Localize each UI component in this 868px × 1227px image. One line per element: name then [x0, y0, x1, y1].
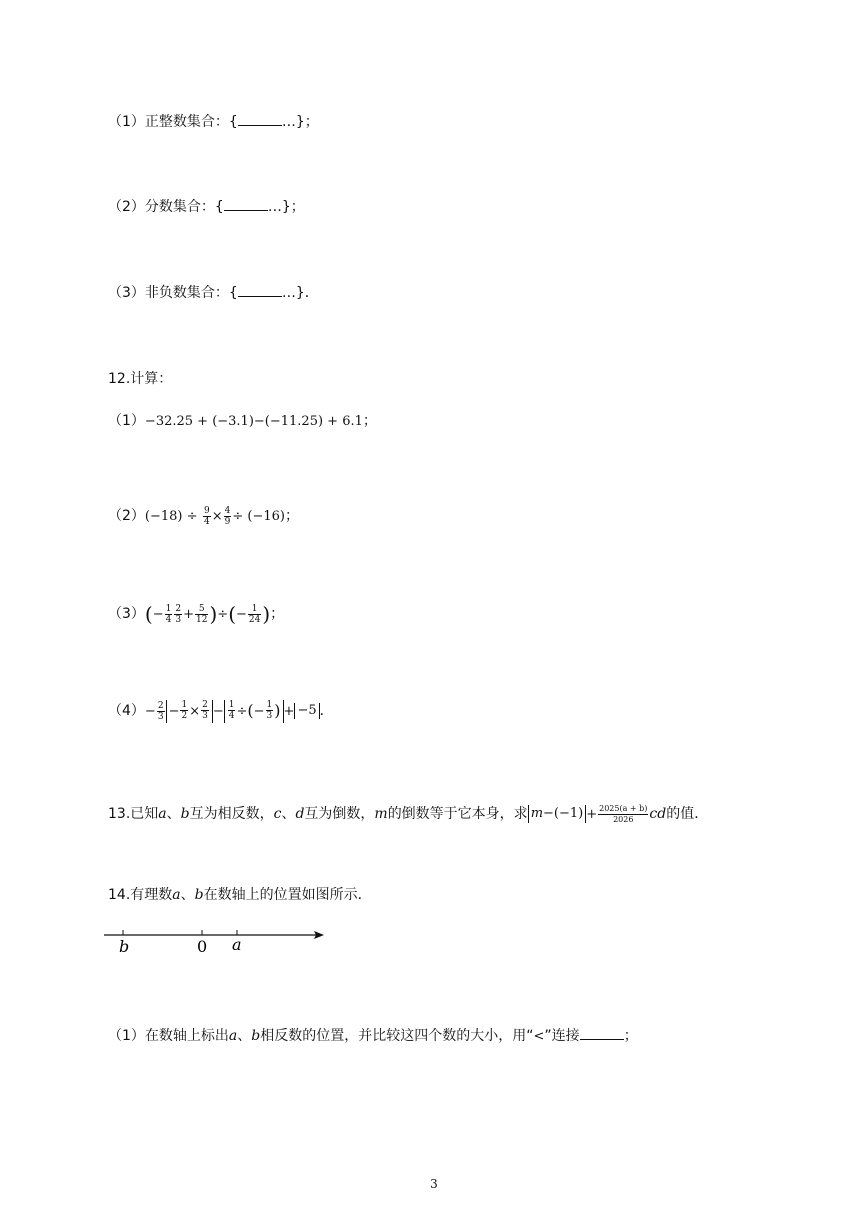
q11-sub2-label: （2）分数集合： — [108, 199, 215, 215]
q13-plus: + — [586, 807, 598, 822]
q11-sub3-ellipsis: … — [281, 285, 296, 301]
q11-sub1-label: （1）正整数集合： — [108, 114, 229, 130]
q12-p3-div: ÷ — [217, 607, 229, 622]
q11-sub2-ellipsis: … — [267, 199, 282, 215]
axis-label-zero: 0 — [197, 937, 208, 956]
q12-p4-minus3: − — [212, 704, 224, 719]
q13-var-a: a — [158, 806, 167, 822]
q11-sub3-lbrace: { — [228, 285, 238, 301]
q14-p1-text-1: （1）在数轴上标出 — [108, 1028, 229, 1044]
q12-p3-frac3 — [195, 604, 208, 625]
q13-var-c: c — [273, 806, 282, 822]
q12-p4-rparen: ) — [274, 700, 281, 720]
q13-var-m: m — [374, 806, 388, 822]
q14-p1-lt: < — [533, 1029, 545, 1044]
frac-numerator: 1 — [266, 700, 273, 710]
q12-p4-label: （4） — [108, 703, 145, 719]
q13-abs-m: m — [530, 806, 544, 821]
q12-p3-label: （3） — [108, 606, 145, 622]
q11-sub1-rbrace: } — [295, 114, 305, 130]
q12-p2-end: ； — [284, 508, 299, 524]
axis-label-b: b — [119, 937, 130, 956]
q13-var-cd: cd — [649, 806, 667, 822]
q12-p4-frac1 — [157, 701, 165, 722]
q13 — [108, 798, 708, 831]
q11-sub3 — [108, 283, 319, 303]
q12-p2-pre: (−18) ÷ — [144, 509, 198, 524]
q12-p4-end: ． — [319, 703, 334, 719]
q14-var-b: b — [194, 887, 204, 903]
q11-sub2-lbrace: { — [214, 199, 224, 215]
q11-sub3-blank[interactable] — [238, 284, 282, 297]
q11-sub1-lbrace: { — [228, 114, 238, 130]
q14-text-3: 在数轴上的位置如图所示． — [203, 887, 372, 903]
q14-p1-end: ； — [623, 1028, 638, 1044]
frac-denominator: 3 — [266, 711, 273, 721]
q12-p3-plus: + — [183, 607, 195, 622]
q11-sub2-end: ； — [290, 199, 305, 215]
q12-p3-lparen2: ( — [228, 602, 236, 626]
q12-part3 — [108, 597, 284, 632]
q14-part1 — [108, 1026, 638, 1047]
frac-numerator: 1 — [165, 603, 172, 614]
q12-p1-label: （1） — [108, 413, 145, 429]
q13-var-d: d — [295, 806, 305, 822]
q12-p4-abs1 — [166, 700, 213, 723]
q11-sub1 — [108, 112, 319, 132]
q11-sub2-blank[interactable] — [224, 198, 268, 211]
q13-text-2: 、 — [166, 806, 181, 822]
q12-p3-rparen2: ) — [262, 602, 271, 626]
q11-sub3-end: ． — [304, 285, 319, 301]
q12-part4 — [108, 693, 334, 730]
q11-sub1-end: ； — [304, 114, 319, 130]
q11-sub1-blank[interactable] — [238, 113, 282, 126]
q12-p3-end: ； — [270, 606, 285, 622]
q12-p4-abs2 — [224, 700, 284, 723]
frac-denominator: 9 — [224, 516, 231, 527]
q12-p3-frac2 — [174, 604, 182, 625]
q12-p2-frac2 — [224, 506, 232, 527]
frac-denominator: 2026 — [613, 814, 634, 824]
frac-denominator: 4 — [228, 711, 235, 721]
frac-numerator: 2 — [175, 603, 182, 614]
q13-text-5: 互为倒数， — [304, 806, 375, 822]
q12-p3-minus2: − — [236, 607, 247, 622]
q12-p4-times: × — [189, 703, 201, 719]
q12-p4-minus4: − — [253, 703, 265, 719]
q12-p1-expr: −32.25 + (−3.1)−(−11.25) + 6.1 — [144, 414, 363, 429]
frac-numerator: 2 — [157, 700, 164, 711]
q12-p4-frac4 — [228, 700, 236, 721]
axis-label-a: a — [232, 935, 242, 954]
q11-sub3-label: （3）非负数集合： — [108, 285, 229, 301]
frac-denominator: 12 — [196, 614, 208, 625]
q12-p2-post: ÷ (−16) — [232, 509, 285, 524]
frac-numerator: 1 — [228, 700, 235, 710]
q13-text-3: 互为相反数， — [189, 806, 274, 822]
frac-denominator: 3 — [175, 614, 182, 625]
q12-p4-abs3: −5 — [294, 703, 319, 719]
frac-denominator: 3 — [202, 711, 208, 721]
q12-p4-minus2: − — [168, 703, 180, 719]
q12-p2-times: × — [211, 509, 223, 524]
q12-p1-end: ； — [362, 413, 377, 429]
q12-p3-frac1 — [165, 604, 173, 625]
q13-frac — [598, 804, 648, 825]
q11-sub1-ellipsis: … — [281, 114, 296, 130]
q12-title: 12.计算： — [108, 371, 173, 387]
q13-text-1: 13.已知 — [108, 806, 159, 822]
q11-sub3-rbrace: } — [295, 285, 305, 301]
q14-stem — [108, 885, 372, 905]
q14-text-2: 、 — [180, 887, 195, 903]
frac-denominator: 24 — [248, 614, 261, 625]
page-number: 3 — [430, 1177, 438, 1191]
q14-p1-text-2: 、 — [237, 1028, 252, 1044]
q14-text-1: 14.有理数 — [108, 887, 173, 903]
q14-p1-var-a: a — [228, 1028, 238, 1044]
q12-p3-lparen: ( — [144, 602, 153, 626]
q12-p3-minus: − — [152, 607, 164, 622]
q12-p4-frac3 — [201, 700, 209, 721]
q12-p3-rparen: ) — [209, 602, 218, 626]
q11-sub2 — [108, 197, 305, 217]
q12-p4-minus1: − — [144, 704, 156, 719]
q12-part2 — [108, 500, 299, 533]
q13-text-6: 的倒数等于它本身，求 — [387, 806, 528, 822]
q14-p1-blank[interactable] — [580, 1027, 624, 1040]
q13-abs — [528, 805, 587, 823]
frac-denominator: 4 — [203, 516, 210, 527]
q11-sub2-rbrace: } — [281, 199, 291, 215]
q14-var-a: a — [172, 887, 181, 903]
frac-denominator: 3 — [157, 711, 164, 722]
q13-text-7: 的值． — [666, 806, 709, 822]
q12-p4-div: ÷ — [236, 703, 248, 719]
q14-p1-text-4: ”连接 — [544, 1028, 580, 1044]
q12-p4-frac2 — [180, 700, 188, 721]
frac-numerator: 1 — [181, 700, 188, 710]
frac-denominator: 2 — [181, 711, 188, 721]
frac-numerator: 5 — [195, 604, 208, 615]
q14-p1-text-3: 相反数的位置，并比较这四个数的大小，用“ — [260, 1028, 534, 1044]
frac-numerator: 2 — [202, 700, 208, 710]
frac-numerator: 1 — [248, 604, 261, 615]
frac-numerator: 4 — [224, 505, 231, 516]
q12-p4-plus: + — [283, 704, 295, 719]
q12-p4-lparen: ( — [247, 700, 254, 720]
number-line-figure — [100, 922, 330, 958]
q13-var-b: b — [180, 806, 190, 822]
q13-abs-rest: −(−1) — [543, 806, 584, 821]
frac-denominator: 4 — [165, 614, 172, 625]
q12-p4-frac5 — [266, 700, 274, 721]
q14-p1-var-b: b — [251, 1028, 261, 1044]
frac-numerator: 2025(a + b) — [599, 803, 648, 813]
q12-p2-label: （2） — [108, 508, 145, 524]
q12-part1 — [108, 411, 377, 432]
frac-numerator: 9 — [203, 505, 210, 516]
q12-p3-frac4 — [248, 604, 261, 625]
q13-text-4: 、 — [281, 806, 296, 822]
q12-p2-frac1 — [203, 506, 211, 527]
